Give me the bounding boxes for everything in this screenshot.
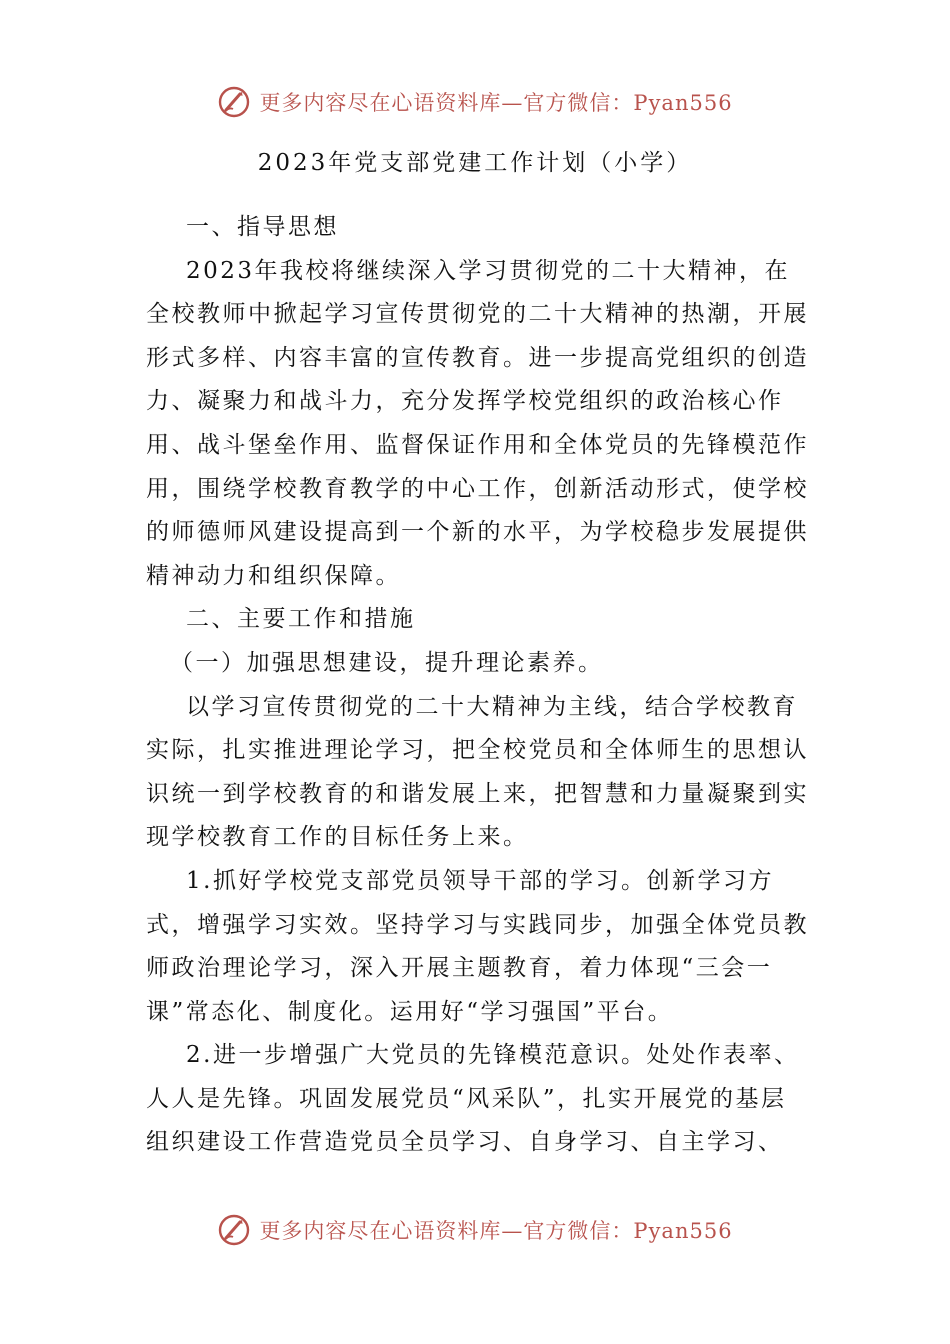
watermark-banner-bottom xyxy=(0,1210,950,1250)
document-title: 2023年党支部党建工作计划（小学） xyxy=(257,150,693,176)
document-body xyxy=(146,206,810,1165)
list-item-1: 1.抓好学校党支部党员领导干部的学习。创新学习方式，增强学习实效。坚持学习与实践同步，加强全体党员教师政治理论学习，深入开展主题教育，着力体现“三会一课”常态化、制度化。运用好“学习强国”平台。 xyxy=(146,867,809,1025)
watermark-text-bottom: 更多内容尽在心语资料库—官方微信：Pyan556 xyxy=(259,1219,733,1243)
pen-logo-icon xyxy=(217,85,251,119)
pen-logo-icon xyxy=(217,1213,251,1247)
watermark-banner-top xyxy=(0,82,950,122)
section-heading-main-work: 二、主要工作和措施 xyxy=(186,606,416,633)
section-heading-guiding-thought: 一、指导思想 xyxy=(186,214,339,240)
subsection-heading-thought-building: （一）加强思想建设，提升理论素养。 xyxy=(170,649,604,676)
list-item-2: 2.进一步增强广大党员的先锋模范意识。处处作表率、人人是先锋。巩固发展党员“风采队”，扎实开展党的基层组织建设工作营造党员全员学习、自身学习、自主学习、 xyxy=(146,1042,800,1156)
watermark-text-top: 更多内容尽在心语资料库—官方微信：Pyan556 xyxy=(259,91,733,115)
paragraph-thought-building: 以学习宣传贯彻党的二十大精神为主线，结合学校教育实际，扎实推进理论学习，把全校党员和全体师生的思想认识统一到学校教育的和谐发展上来，把智慧和力量凝聚到实现学校教育工作的目标任务上来。 xyxy=(146,693,809,851)
paragraph-guiding-thought: 2023年我校将继续深入学习贯彻党的二十大精神，在全校教师中掀起学习宣传贯彻党的二十大精神的热潮，开展形式多样、内容丰富的宣传教育。进一步提高党组织的创造力、凝聚力和战斗力，充分发挥学校党组织的政治核心作用、战斗堡垒作用、监督保证作用和全体党员的先锋模范作用，围绕学校教育教学的中心工作，创新活动形式，使学校的师德师风建设提高到一个新的水平，为学校稳步发展提供精神动力和组织保障。 xyxy=(146,257,809,589)
